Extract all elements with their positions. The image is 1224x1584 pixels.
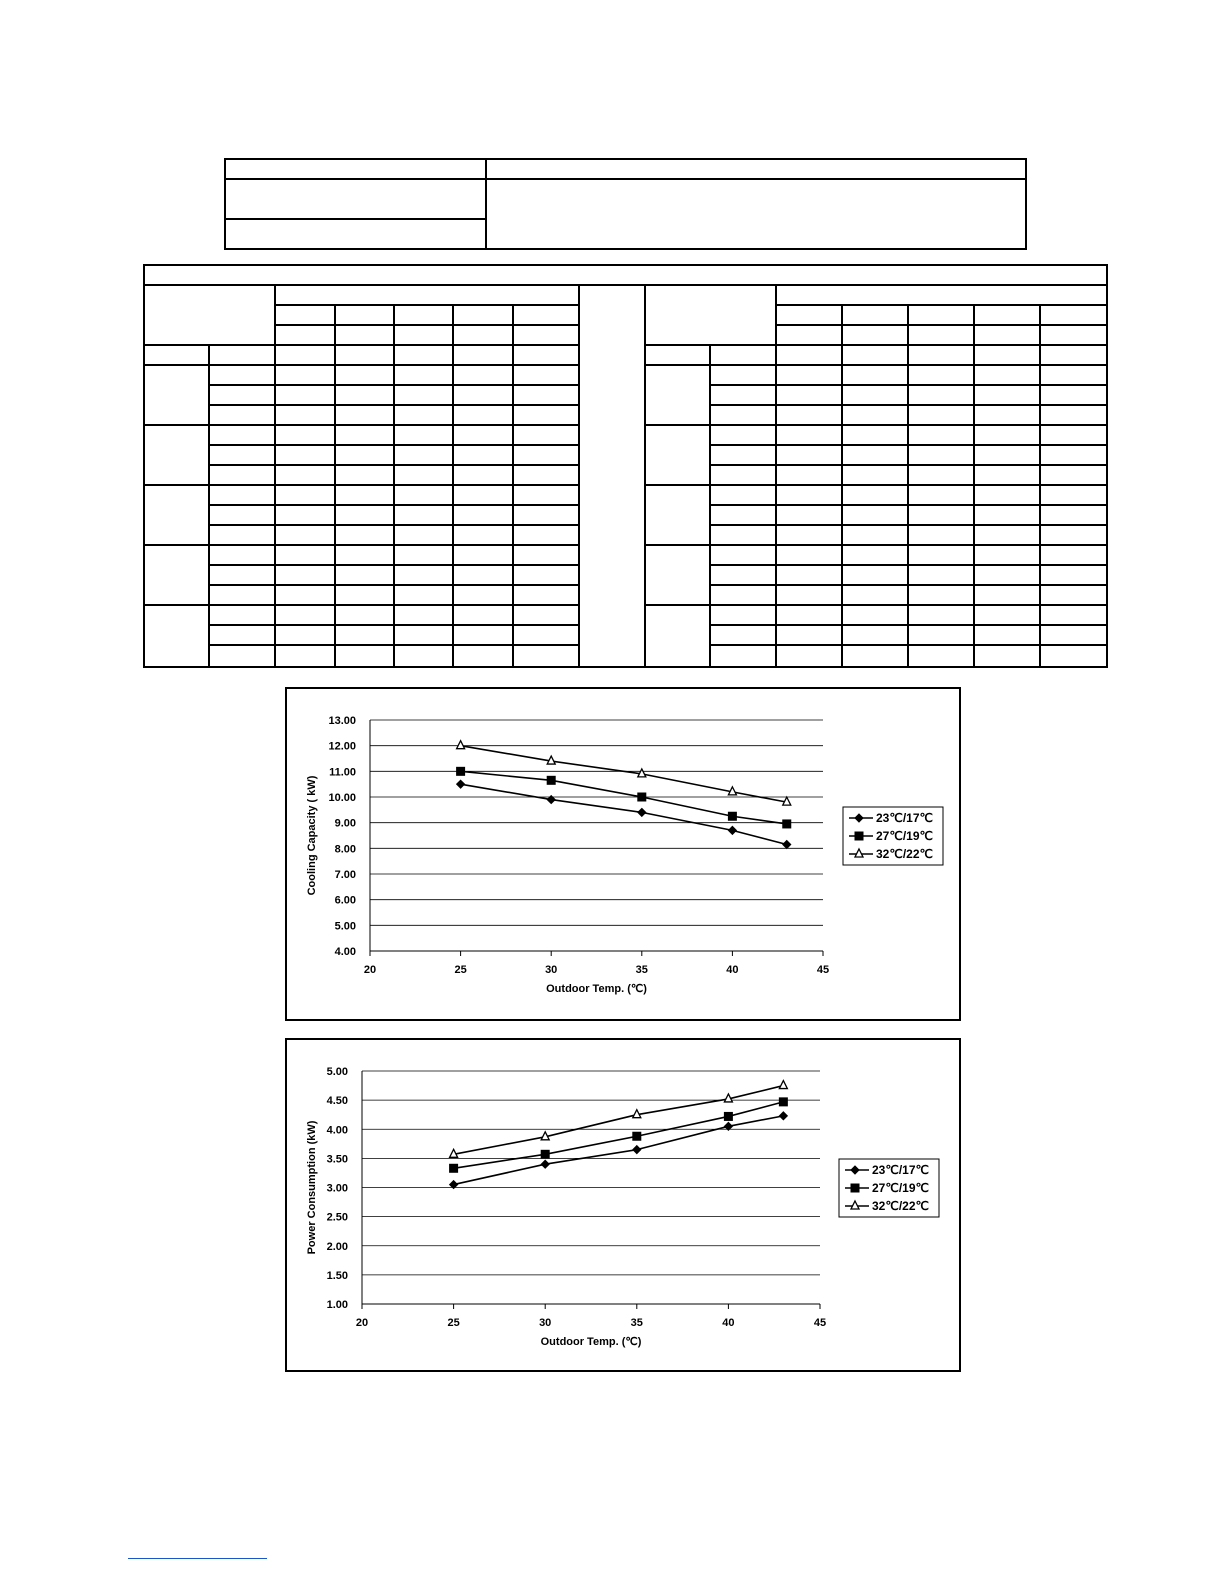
y-tick-label: 1.50: [326, 1269, 348, 1282]
legend-label: 32℃/22℃: [872, 1199, 929, 1213]
x-axis-label: Outdoor Temp. (℃): [546, 983, 647, 995]
y-tick-label: 9.00: [334, 817, 356, 830]
series-line: [454, 1116, 784, 1185]
power-consumption-chart: [287, 1040, 959, 1370]
y-tick-label: 5.00: [326, 1066, 348, 1078]
y-tick-label: 2.00: [326, 1240, 348, 1253]
y-axis-label: Cooling Capacity ( kW): [306, 775, 318, 896]
data-point-square: [779, 1098, 787, 1106]
x-tick-label: 20: [363, 964, 377, 976]
y-tick-label: 7.00: [334, 869, 356, 881]
data-point-square: [851, 1184, 859, 1192]
data-point-diamond: [728, 826, 736, 834]
cooling-capacity-chart: [287, 689, 959, 1019]
y-tick-label: 13.00: [328, 715, 356, 727]
y-tick-label: 4.00: [334, 946, 356, 958]
data-point-diamond: [638, 808, 646, 816]
y-tick-label: 5.00: [334, 920, 356, 933]
x-tick-label: 35: [630, 1317, 643, 1329]
power-consumption-chart-frame: [285, 1038, 961, 1372]
y-tick-label: 4.00: [326, 1124, 348, 1137]
legend-label: 32℃/22℃: [876, 847, 933, 861]
x-tick-label: 25: [447, 1317, 460, 1329]
x-tick-label: 30: [545, 964, 558, 976]
legend-label: 23℃/17℃: [876, 811, 933, 825]
y-tick-label: 6.00: [334, 894, 356, 907]
data-point-square: [783, 820, 791, 828]
legend-label: 27℃/19℃: [872, 1181, 929, 1195]
cooling-capacity-chart-frame: [285, 687, 961, 1021]
x-tick-label: 30: [539, 1317, 552, 1329]
y-tick-label: 8.00: [334, 843, 356, 856]
data-point-triangle: [779, 1081, 787, 1089]
data-point-diamond: [541, 1160, 549, 1168]
data-point-square: [541, 1150, 549, 1158]
x-tick-label: 35: [635, 964, 648, 976]
x-tick-label: 40: [726, 964, 739, 976]
footnote-separator: [128, 1558, 267, 1559]
x-tick-label: 20: [355, 1317, 369, 1329]
data-point-square: [633, 1132, 641, 1140]
legend-label: 23℃/17℃: [872, 1163, 929, 1177]
data-point-diamond: [457, 780, 465, 788]
y-tick-label: 3.50: [326, 1153, 348, 1166]
x-tick-label: 40: [722, 1317, 735, 1329]
data-point-square: [855, 832, 863, 840]
y-axis-label: Power Consumption (kW): [306, 1120, 318, 1255]
data-point-square: [728, 812, 736, 820]
series-line: [461, 771, 787, 824]
data-point-square: [547, 776, 555, 784]
y-tick-label: 1.00: [326, 1299, 348, 1311]
legend-label: 27℃/19℃: [876, 829, 933, 843]
y-tick-label: 10.00: [328, 792, 356, 804]
data-point-diamond: [779, 1112, 787, 1120]
data-point-square: [457, 767, 465, 775]
y-tick-label: 2.50: [326, 1211, 348, 1224]
data-point-diamond: [783, 840, 791, 848]
data-point-square: [638, 793, 646, 801]
y-tick-label: 12.00: [328, 740, 356, 753]
y-tick-label: 11.00: [329, 766, 356, 779]
data-point-square: [450, 1164, 458, 1172]
x-tick-label: 25: [454, 964, 467, 976]
y-tick-label: 4.50: [326, 1095, 348, 1108]
x-axis-label: Outdoor Temp. (℃): [540, 1336, 642, 1348]
x-tick-label: 45: [816, 964, 830, 976]
x-tick-label: 45: [813, 1317, 827, 1329]
data-point-diamond: [633, 1146, 641, 1154]
y-tick-label: 3.00: [326, 1182, 348, 1195]
data-point-triangle: [457, 741, 465, 749]
series-line: [454, 1086, 784, 1155]
performance-table-grid: [0, 0, 1224, 700]
data-point-square: [724, 1112, 732, 1120]
